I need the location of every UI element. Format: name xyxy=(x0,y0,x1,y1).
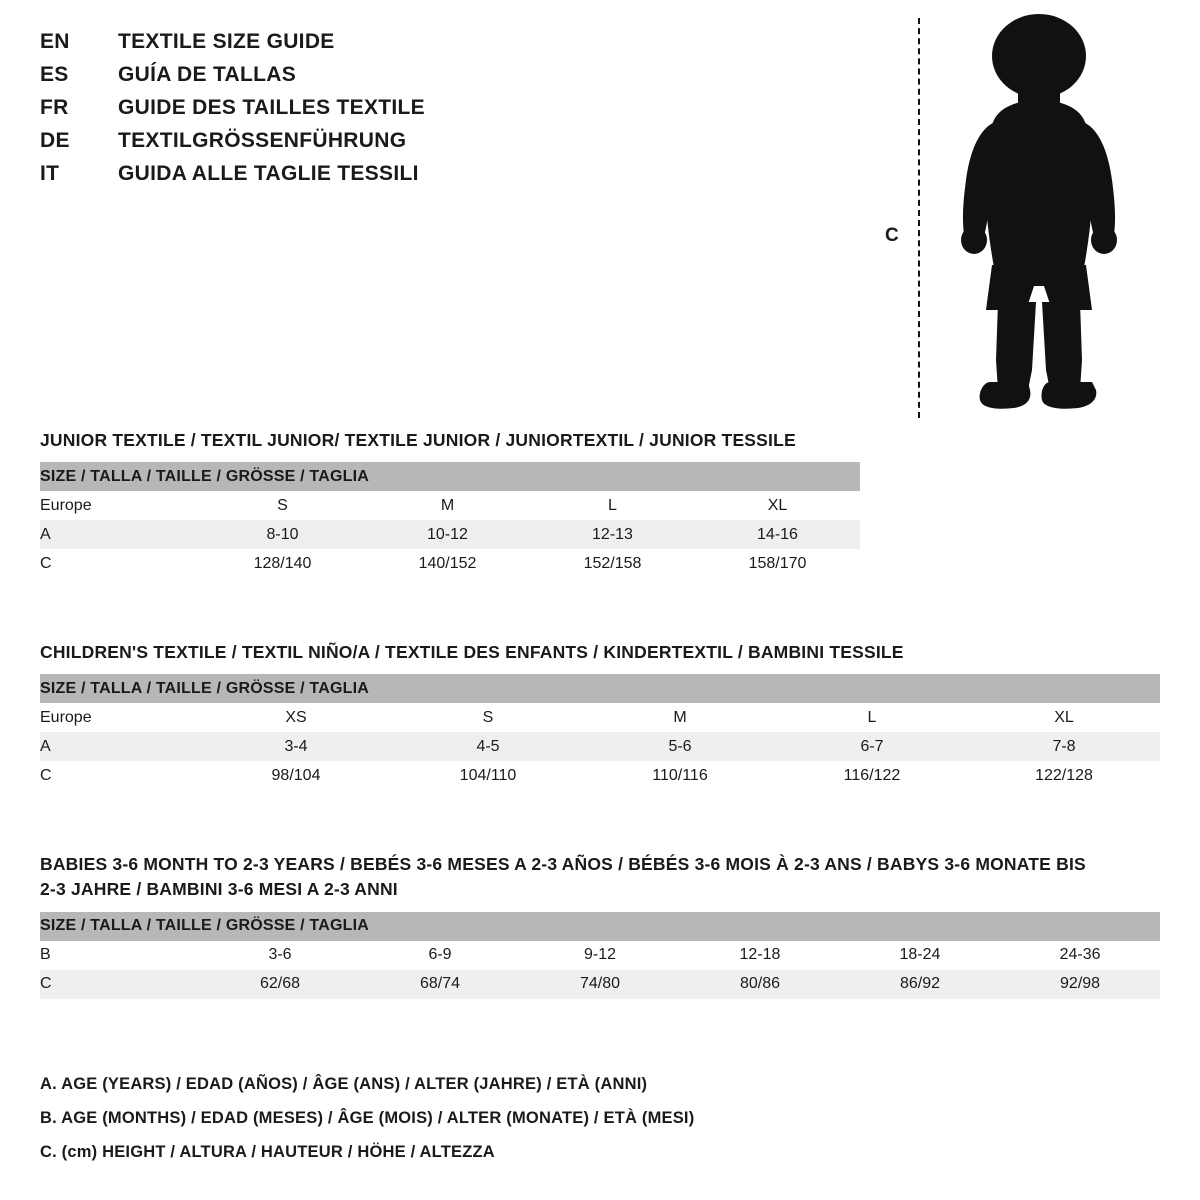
cell-value: 62/68 xyxy=(200,970,360,999)
header-lang-es: ES xyxy=(40,63,69,86)
cell-value: XL xyxy=(695,491,860,520)
cell-value: 14-16 xyxy=(695,520,860,549)
cell-value: 158/170 xyxy=(695,549,860,578)
section-title-babies: BABIES 3-6 MONTH TO 2-3 YEARS / BEBÉS 3-6 MESES A 2-3 AÑOS / BÉBÉS 3-6 MOIS À 2-3 ANS / BABYS 3-6 MONATE BIS 2-3 JAHRE / BAMBINI 3-6 MESI A 2-3 ANNI xyxy=(40,854,1086,900)
table-row xyxy=(40,941,1160,970)
measurement-label-c: C xyxy=(885,225,899,246)
junior-size-table xyxy=(40,462,860,578)
header-title-it: GUIDA ALLE TAGLIE TESSILI xyxy=(118,162,419,185)
header-row-fr xyxy=(40,96,660,129)
cell-value: 86/92 xyxy=(840,970,1000,999)
cell-value: 74/80 xyxy=(520,970,680,999)
cell-value: 68/74 xyxy=(360,970,520,999)
table-band-header xyxy=(40,462,860,491)
cell-value: S xyxy=(200,491,365,520)
cell-value: 116/122 xyxy=(776,761,968,790)
section-junior-textile xyxy=(40,428,1160,578)
cell-value: 3-6 xyxy=(200,941,360,970)
cell-value: XS xyxy=(200,703,392,732)
cell-value: 18-24 xyxy=(840,941,1000,970)
section-babies-textile xyxy=(40,852,1160,999)
row-label: Europe xyxy=(40,491,200,520)
children-size-table xyxy=(40,674,1160,790)
cell-value: M xyxy=(584,703,776,732)
cell-value: M xyxy=(365,491,530,520)
header-title-fr: GUIDE DES TAILLES TEXTILE xyxy=(118,96,425,119)
toddler-silhouette-icon xyxy=(940,10,1140,420)
table-band-header xyxy=(40,674,1160,703)
table-row xyxy=(40,549,860,578)
row-label: A xyxy=(40,732,200,761)
cell-value: 9-12 xyxy=(520,941,680,970)
cell-value: S xyxy=(392,703,584,732)
cell-value: 110/116 xyxy=(584,761,776,790)
measurement-dashed-line xyxy=(918,18,920,418)
header-lang-de: DE xyxy=(40,129,70,152)
header-lang-it: IT xyxy=(40,162,60,185)
header-row-de xyxy=(40,129,660,162)
table-row xyxy=(40,491,860,520)
cell-value: 92/98 xyxy=(1000,970,1160,999)
section-childrens-textile xyxy=(40,640,1160,790)
cell-value: 24-36 xyxy=(1000,941,1160,970)
header-row-it xyxy=(40,162,660,195)
header-lang-fr: FR xyxy=(40,96,69,119)
children-band-label: SIZE / TALLA / TAILLE / GRÖSSE / TAGLIA xyxy=(40,674,1160,703)
header-lang-en: EN xyxy=(40,30,70,53)
table-band-header xyxy=(40,912,1160,941)
footnote-a: A. AGE (YEARS) / EDAD (AÑOS) / ÂGE (ANS) / ALTER (JAHRE) / ETÀ (ANNI) xyxy=(40,1075,648,1093)
cell-value: 8-10 xyxy=(200,520,365,549)
table-row xyxy=(40,520,860,549)
header-row-es xyxy=(40,63,660,96)
cell-value: 80/86 xyxy=(680,970,840,999)
cell-value: 6-7 xyxy=(776,732,968,761)
row-label: C xyxy=(40,761,200,790)
cell-value: L xyxy=(530,491,695,520)
row-label: C xyxy=(40,549,200,578)
cell-value: 6-9 xyxy=(360,941,520,970)
row-label: B xyxy=(40,941,200,970)
footnote-b: B. AGE (MONTHS) / EDAD (MESES) / ÂGE (MOIS) / ALTER (MONATE) / ETÀ (MESI) xyxy=(40,1108,695,1127)
footnotes-legend xyxy=(40,1068,1140,1169)
cell-value: 128/140 xyxy=(200,549,365,578)
section-title-junior: JUNIOR TEXTILE / TEXTIL JUNIOR/ TEXTILE JUNIOR / JUNIORTEXTIL / JUNIOR TESSILE xyxy=(40,430,796,450)
cell-value: 152/158 xyxy=(530,549,695,578)
row-label: A xyxy=(40,520,200,549)
cell-value: L xyxy=(776,703,968,732)
cell-value: 104/110 xyxy=(392,761,584,790)
header-row-en xyxy=(40,30,660,63)
footnote-c: C. (cm) HEIGHT / ALTURA / HAUTEUR / HÖHE / ALTEZZA xyxy=(40,1142,495,1161)
cell-value: 4-5 xyxy=(392,732,584,761)
table-row xyxy=(40,732,1160,761)
cell-value: 7-8 xyxy=(968,732,1160,761)
table-row xyxy=(40,970,1160,999)
header-title-de: TEXTILGRÖSSENFÜHRUNG xyxy=(118,129,407,152)
junior-band-label: SIZE / TALLA / TAILLE / GRÖSSE / TAGLIA xyxy=(40,462,860,491)
cell-value: XL xyxy=(968,703,1160,732)
babies-band-label: SIZE / TALLA / TAILLE / GRÖSSE / TAGLIA xyxy=(40,912,1160,941)
babies-size-table xyxy=(40,912,1160,999)
cell-value: 10-12 xyxy=(365,520,530,549)
cell-value: 140/152 xyxy=(365,549,530,578)
row-label: Europe xyxy=(40,703,200,732)
height-measurement-figure xyxy=(885,10,1145,430)
cell-value: 98/104 xyxy=(200,761,392,790)
cell-value: 12-13 xyxy=(530,520,695,549)
header-title-en: TEXTILE SIZE GUIDE xyxy=(118,30,335,53)
cell-value: 12-18 xyxy=(680,941,840,970)
cell-value: 122/128 xyxy=(968,761,1160,790)
language-header xyxy=(40,30,660,195)
cell-value: 5-6 xyxy=(584,732,776,761)
row-label: C xyxy=(40,970,200,999)
table-row xyxy=(40,703,1160,732)
header-title-es: GUÍA DE TALLAS xyxy=(118,63,297,86)
section-title-children: CHILDREN'S TEXTILE / TEXTIL NIÑO/A / TEXTILE DES ENFANTS / KINDERTEXTIL / BAMBINI TESSILE xyxy=(40,642,904,662)
cell-value: 3-4 xyxy=(200,732,392,761)
table-row xyxy=(40,761,1160,790)
